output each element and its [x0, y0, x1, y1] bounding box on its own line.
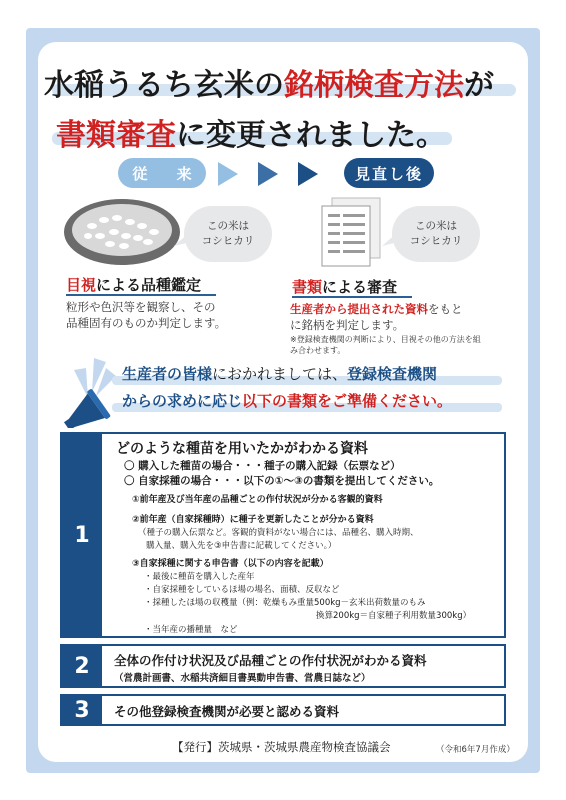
title-line-2: 書類審査に変更されました。	[56, 110, 446, 150]
bubble-tail-icon	[382, 232, 398, 246]
item-line: ・最後に種苗を購入した産年	[144, 572, 255, 582]
publisher: 【発行】茨城県・茨城県農産物検査協議会	[172, 740, 391, 754]
creation-date: （令和6年7月作成）	[436, 745, 515, 755]
item-number: 1	[62, 434, 102, 636]
item-line: 〇 購入した種苗の場合・・・種子の購入記録（伝票など）	[124, 460, 401, 472]
item-line: ②前年産（自家採種時）に種子を更新したことが分かる資料	[132, 515, 374, 525]
before-label: 従 来	[118, 158, 206, 188]
item-line: 〇 自家採種の場合・・・以下の①～③の書類を提出してください。	[124, 475, 440, 487]
after-label: 見直し後	[344, 158, 434, 188]
item-number: 2	[62, 646, 102, 686]
new-method-desc: 生産者から提出された資料をもと に銘柄を判定します。	[290, 302, 463, 332]
item-number: 3	[62, 696, 102, 724]
item-box-1	[60, 432, 506, 638]
speech-bubble-after: この米は コシヒカリ	[392, 206, 480, 262]
bubble-tail-icon	[174, 232, 190, 246]
item-title: どのような種苗を用いたかがわかる資料	[116, 441, 368, 457]
speech-bubble-before: この米は コシヒカリ	[184, 206, 272, 262]
item-line: ・自家採種をしているほ場の場名、面積、反収など	[144, 585, 340, 595]
new-method-note: ※登録検査機関の判断により、目視その他の方法を組 み合わせます。	[290, 335, 481, 355]
item-title: その他登録検査機関が必要と認める資料	[114, 704, 340, 719]
item-title: 全体の作付け状況及び品種ごとの作付状況がわかる資料	[114, 653, 427, 668]
title-line-1: 水稲うるち玄米の銘柄検査方法が	[44, 60, 514, 100]
item-box-2	[60, 644, 506, 688]
new-method-heading: 書類による審査	[292, 276, 397, 297]
item-line: ・採種したほ場の収穫量（例：乾燥もみ重量500kg－玄米出荷数量のもみ	[144, 598, 426, 608]
item-line: ③自家採種に関する申告書（以下の内容を記載）	[132, 559, 329, 569]
megaphone-icon	[62, 358, 120, 428]
old-method-heading: 目視による品種鑑定	[66, 274, 201, 295]
item-line: （営農計画書、水稲共済細目書異動申告書、営農日誌など）	[114, 673, 371, 684]
item-line: ①前年産及び当年産の品種ごとの作付状況が分かる客観的資料	[132, 495, 383, 505]
callout-message: 生産者の皆様におかれましては、登録検査機関 からの求めに応じ以下の書類をご準備ください。	[122, 361, 502, 415]
item-line: 購入量、購入先を③申告書に記載してください。）	[146, 541, 337, 551]
item-line: ・当年産の播種量 など	[144, 625, 238, 635]
item-line: 換算200kg＝自家種子利用数量300kg）	[316, 611, 472, 621]
arrow-right-icon	[218, 162, 330, 186]
documents-icon	[318, 196, 384, 268]
old-method-desc: 粒形や色沢等を観察し、その 品種固有のものか判定します。	[66, 300, 227, 330]
item-line: （種子の購入伝票など。客観的資料がない場合には、品種名、購入時期、	[138, 528, 419, 538]
rice-bowl-icon	[62, 196, 182, 268]
item-box-3	[60, 694, 506, 726]
